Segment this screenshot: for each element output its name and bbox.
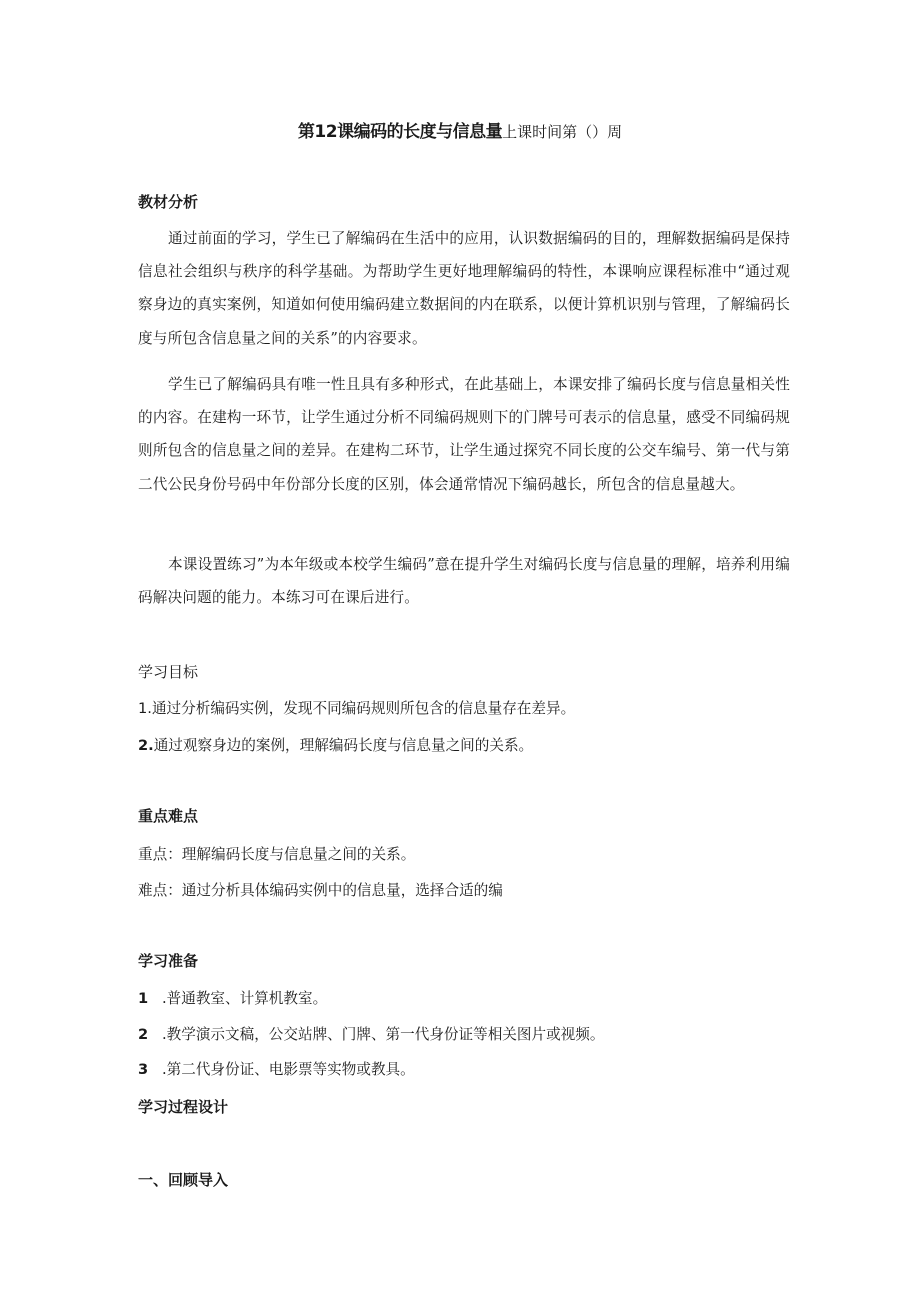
objective-text: 通过观察身边的案例，理解编码长度与信息量之间的关系。 bbox=[153, 737, 534, 754]
preparation-number: 2 bbox=[138, 1026, 149, 1043]
keypoints-heading: 重点难点 bbox=[138, 807, 199, 825]
preparation-item bbox=[138, 987, 327, 1008]
preparation-number: 1 bbox=[138, 990, 149, 1007]
page-title bbox=[0, 117, 920, 142]
preparation-number: 3 bbox=[138, 1061, 149, 1078]
objectives-heading: 学习目标 bbox=[138, 663, 199, 681]
analysis-paragraph: 学生已了解编码具有唯一性且具有多种形式，在此基础上，本课安排了编码长度与信息量相关性的内容。在建构一环节，让学生通过分析不同编码规则下的门牌号可表示的信息量，感受不同编码规则所包含的信息量之间的差异。在建构二环节，让学生通过探究不同长度的公交车编号、第一代与第二代公民身份号码中年份部分长度的区别，体会通常情况下编码越长，所包含的信息量越大。 bbox=[138, 376, 790, 493]
section-heading: 一、回顾导入 bbox=[138, 1171, 229, 1189]
preparation-text: .第二代身份证、电影票等实物或教具。 bbox=[162, 1061, 415, 1078]
objective-item bbox=[138, 734, 533, 755]
difficulty-point: 难点：通过分析具体编码实例中的信息量，选择合适的编 bbox=[138, 882, 503, 899]
class-time: 上课时间第（）周 bbox=[502, 123, 623, 141]
objective-text: 通过分析编码实例，发现不同编码规则所包含的信息量存在差异。 bbox=[151, 700, 576, 717]
preparation-text: .普通教室、计算机教室。 bbox=[162, 990, 328, 1007]
objective-number: 2. bbox=[138, 737, 154, 754]
preparation-text: .教学演示文稿，公交站牌、门牌、第一代身份证等相关图片或视频。 bbox=[162, 1026, 605, 1043]
analysis-heading: 教材分析 bbox=[138, 193, 199, 211]
preparation-heading: 学习准备 bbox=[138, 952, 199, 970]
objective-item bbox=[138, 697, 575, 718]
lesson-title: 第12课编码的长度与信息量 bbox=[297, 122, 503, 142]
objective-number: 1. bbox=[138, 700, 152, 717]
preparation-item bbox=[138, 1023, 604, 1044]
analysis-paragraph: 通过前面的学习，学生已了解编码在生活中的应用，认识数据编码的目的，理解数据编码是保持信息社会组织与秩序的科学基础。为帮助学生更好地理解编码的特性，本课响应课程标准中“通过观察身边的真实案例，知道如何使用编码建立数据间的内在联系，以便计算机识别与管理，了解编码长度与所包含信息量之间的关系”的内容要求。 bbox=[138, 230, 790, 347]
process-heading: 学习过程设计 bbox=[138, 1098, 229, 1116]
preparation-item bbox=[138, 1058, 415, 1079]
analysis-paragraph: 本课设置练习”为本年级或本校学生编码”意在提升学生对编码长度与信息量的理解，培养利用编码解决问题的能力。本练习可在课后进行。 bbox=[138, 556, 790, 607]
focus-point: 重点：理解编码长度与信息量之间的关系。 bbox=[138, 846, 416, 863]
